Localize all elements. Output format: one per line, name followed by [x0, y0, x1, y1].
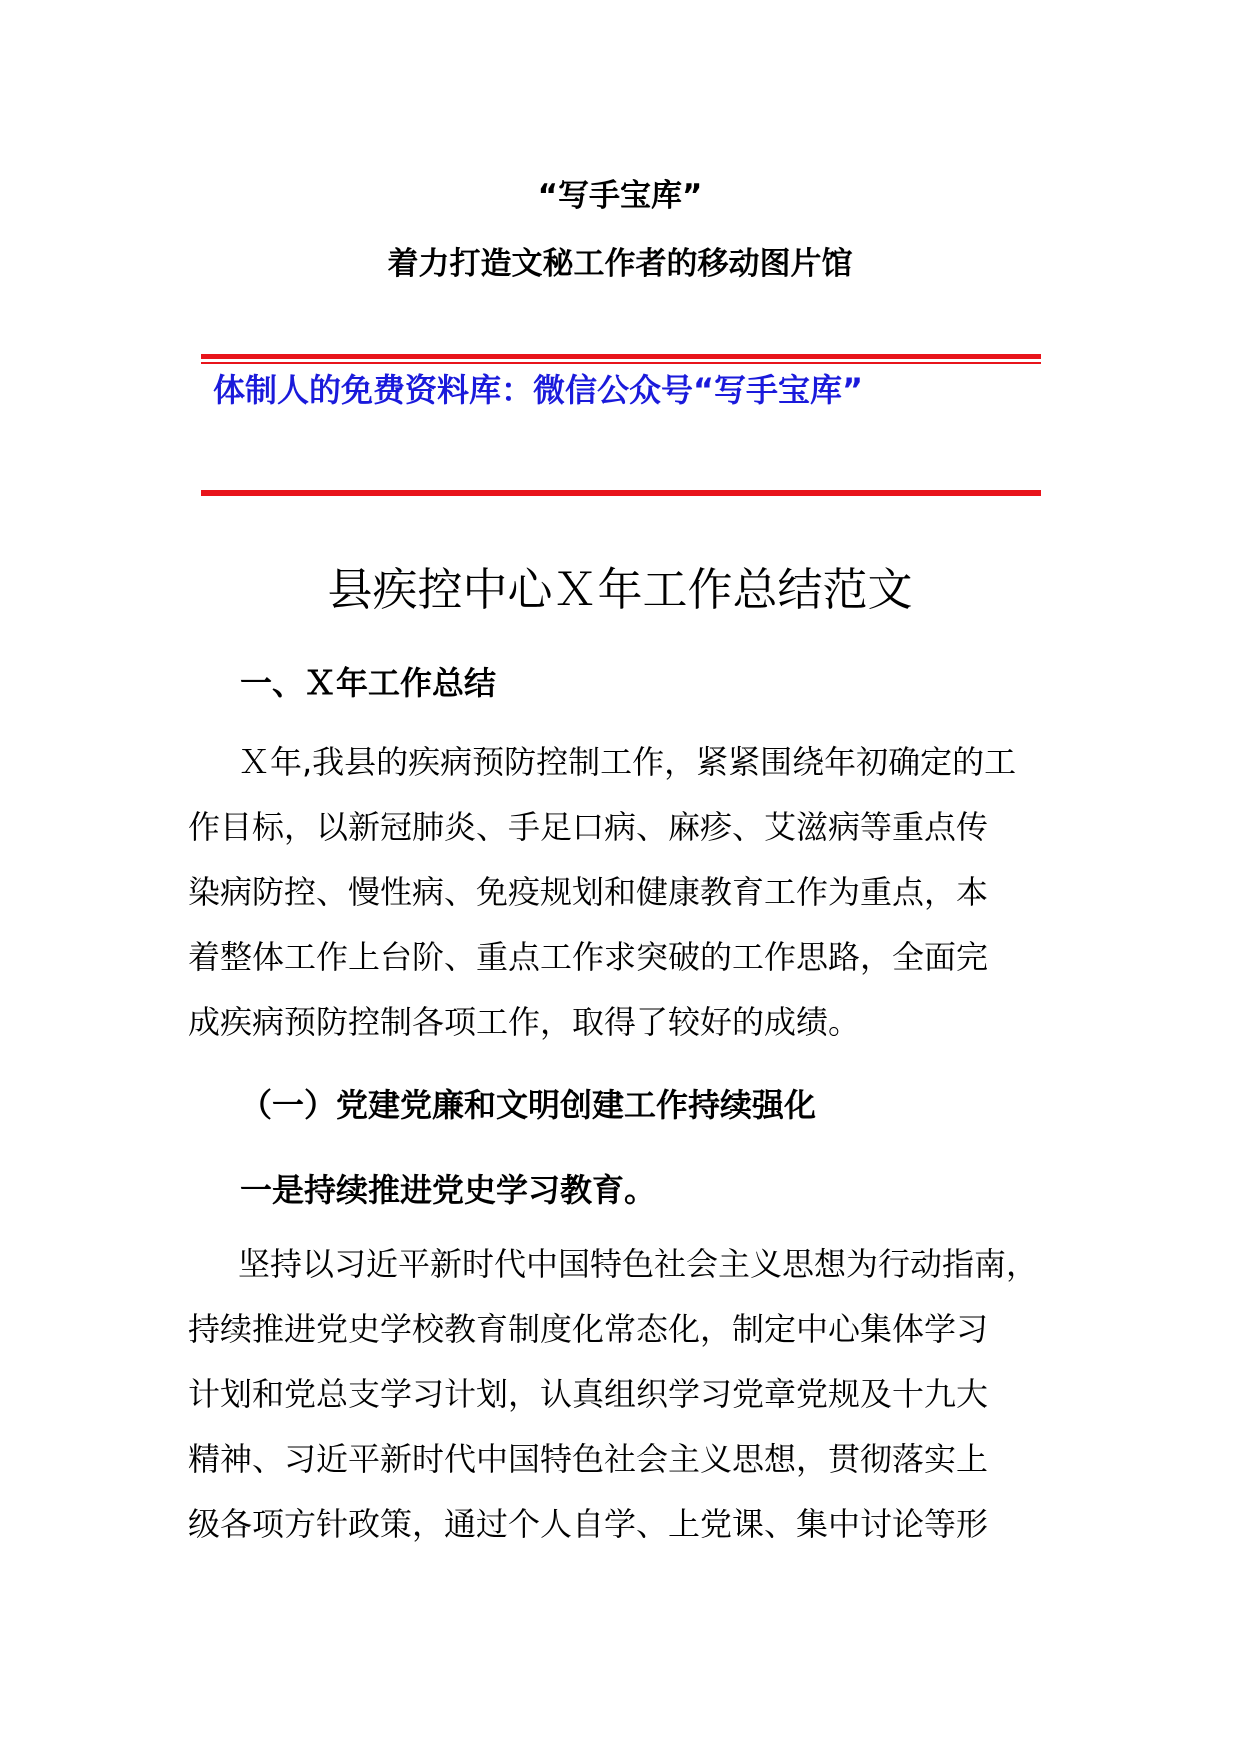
paragraph-line: 坚持以习近平新时代中国特色社会主义思想为行动指南， [238, 1245, 1039, 1283]
paragraph-2 [188, 1232, 1088, 1557]
subsection-heading: （一）党建党廉和文明创建工作持续强化 [240, 1086, 817, 1124]
paragraph-line: 级各项方针政策，通过个人自学、上党课、集中讨论等形 [188, 1505, 989, 1543]
header-title-line2: 着力打造文秘工作者的移动图片馆 [387, 246, 853, 282]
header-title-line1: “写手宝库” [537, 178, 703, 214]
paragraph-line: 精神、习近平新时代中国特色社会主义思想，贯彻落实上 [188, 1440, 989, 1478]
promo-top-rule-thin [201, 362, 1041, 364]
paragraph-line: 计划和党总支学习计划，认真组织学习党章党规及十九大 [188, 1375, 989, 1413]
paragraph-line: 持续推进党史学校教育制度化常态化，制定中心集体学习 [188, 1310, 989, 1348]
paragraph-line: Ｘ年,我县的疾病预防控制工作，紧紧围绕年初确定的工 [238, 743, 1017, 781]
point-heading: 一是持续推进党史学习教育。 [240, 1171, 657, 1209]
paragraph-1 [188, 730, 1088, 1055]
paragraph-line: 着整体工作上台阶、重点工作求突破的工作思路，全面完 [188, 938, 989, 976]
document-title: 县疾控中心Ｘ年工作总结范文 [327, 563, 913, 616]
promo-bottom-rule [201, 490, 1041, 496]
paragraph-line: 成疾病预防控制各项工作，取得了较好的成绩。 [188, 1003, 861, 1041]
promo-text: 体制人的免费资料库：微信公众号“写手宝库” [213, 371, 864, 409]
paragraph-line: 作目标，以新冠肺炎、手足口病、麻疹、艾滋病等重点传 [188, 808, 989, 846]
section-heading: 一、Ｘ年工作总结 [240, 664, 497, 702]
promo-top-rule [201, 354, 1041, 359]
paragraph-line: 染病防控、慢性病、免疫规划和健康教育工作为重点，本 [188, 873, 989, 911]
